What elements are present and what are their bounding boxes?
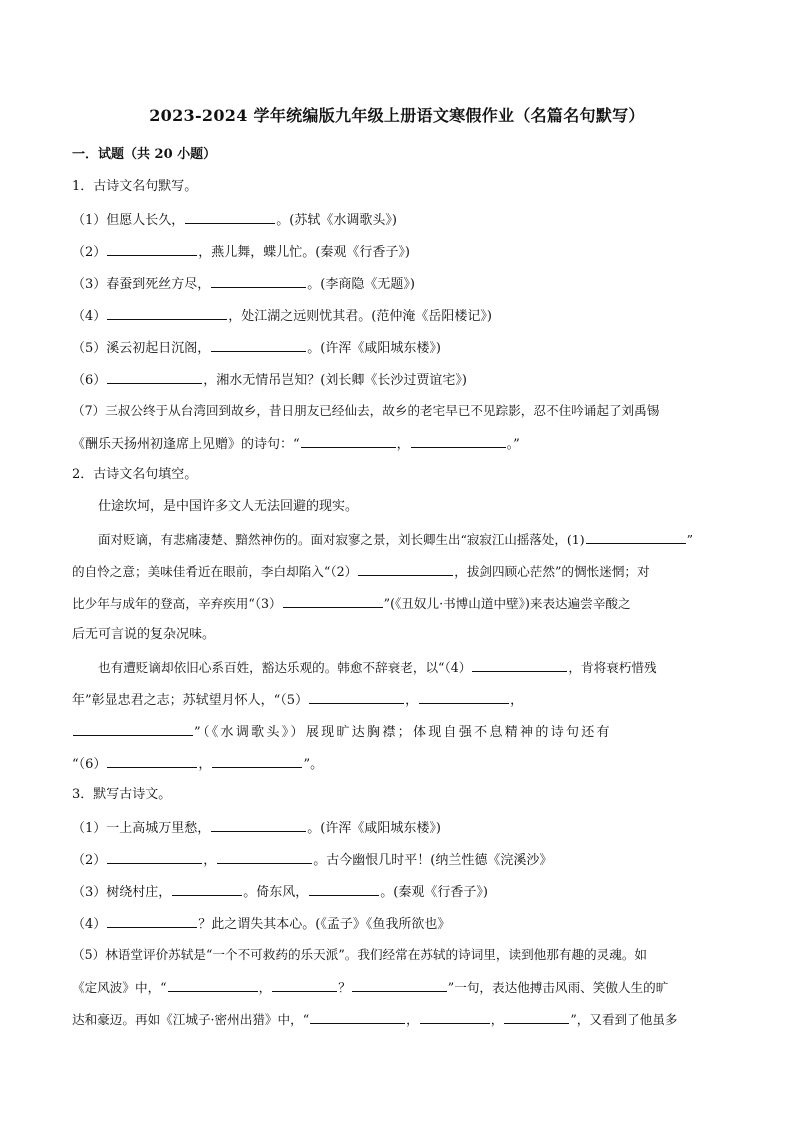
q2-paragraph-2-line-4: 后无可言说的复杂况味。 (72, 627, 216, 642)
answer-blank[interactable] (272, 977, 337, 992)
q2-paragraph-3-line-1: 也有遭贬谪却依旧心系百姓，豁达乐观的。韩愈不辞衰老，以“（4） ，肯将衰朽惜残 (98, 657, 724, 677)
answer-blank[interactable] (358, 561, 453, 576)
page-title: 2023-2024 学年统编版九年级上册语文寒假作业（名篇名句默写） (149, 106, 645, 125)
answer-blank[interactable] (73, 721, 193, 736)
q1-item-4: （4） ，处江湖之远则忧其君。(范仲淹《岳阳楼记》) (72, 305, 724, 325)
answer-blank[interactable] (107, 241, 197, 256)
answer-blank[interactable] (172, 881, 242, 896)
answer-blank[interactable] (107, 753, 197, 768)
answer-blank[interactable] (472, 657, 567, 672)
answer-blank[interactable] (352, 977, 447, 992)
q1-item-7-line-2: 《酬乐天扬州初逢席上见赠》的诗句：“ ， 。” (72, 433, 724, 453)
q2-paragraph-3-line-3: ”（《水调歌头》）展现旷达胸襟；体现自强不息精神的诗句还有 (72, 721, 724, 741)
q1-item-2: （2） ，燕儿舞，蝶儿忙。(秦观《行香子》) (72, 241, 724, 261)
q1-item-7-line-1: （7）三叔公终于从台湾回到故乡，昔日朋友已经仙去，故乡的老宅早已不见踪影，忍不住吟诵起了刘禹锡 (72, 403, 660, 418)
answer-blank[interactable] (419, 689, 509, 704)
q2-heading: 2．古诗文名句填空。 (72, 467, 198, 482)
answer-blank[interactable] (211, 817, 306, 832)
q3-item-5-line-2: 《定风波》中，“ ， ？ ”一句，表达他搏击风雨、笑傲人生的旷 (72, 977, 724, 997)
answer-blank[interactable] (107, 849, 202, 864)
q1-heading: 1．古诗文名句默写。 (72, 179, 198, 194)
answer-blank[interactable] (211, 273, 306, 288)
q3-heading: 3．默写古诗文。 (72, 787, 172, 802)
q2-paragraph-3-line-4: “（6） ， ”。 (72, 753, 724, 773)
q2-paragraph-2-line-2: 的自怜之意；美味佳肴近在眼前，李白却陷入“（2） ，拔剑四顾心茫然”的惆怅迷惘；对 (72, 561, 724, 581)
q3-item-5-line-1: （5）林语堂评价苏轼是“一个不可救药的乐天派”。我们经常在苏轼的诗词里，读到他那有趣的灵魂。如 (72, 947, 648, 962)
q3-item-5-line-3: 达和豪迈。再如《江城子·密州出猎》中，“ ， ， ”，又看到了他虽多 (72, 1009, 724, 1029)
q3-item-1: （1）一上高城万里愁， 。(许浑《咸阳城东楼》) (72, 817, 724, 837)
answer-blank[interactable] (301, 433, 396, 448)
answer-blank[interactable] (309, 881, 379, 896)
q1-item-5: （5）溪云初起日沉阁， 。(许浑《咸阳城东楼》) (72, 337, 724, 357)
answer-blank[interactable] (586, 529, 686, 544)
answer-blank[interactable] (212, 753, 302, 768)
answer-blank[interactable] (411, 433, 506, 448)
q1-item-3: （3）春蚕到死丝方尽， 。(李商隐《无题》) (72, 273, 724, 293)
q1-item-1: （1）但愿人长久， 。(苏轼《水调歌头》) (72, 209, 724, 229)
q2-paragraph-1: 仕途坎坷，是中国许多文人无法回避的现实。 (98, 499, 359, 514)
q3-item-4: （4） ？此之谓失其本心。(《孟子》《鱼我所欲也》 (72, 913, 724, 933)
answer-blank[interactable] (283, 593, 383, 608)
q2-paragraph-2-line-1: 面对贬谪，有悲痛凄楚、黯然神伤的。面对寂寥之景，刘长卿生出“寂寂江山摇落处，(1) ” (98, 529, 724, 549)
answer-blank[interactable] (309, 689, 404, 704)
answer-blank[interactable] (310, 1009, 405, 1024)
answer-blank[interactable] (107, 305, 227, 320)
answer-blank[interactable] (168, 977, 258, 992)
answer-blank[interactable] (217, 849, 312, 864)
answer-blank[interactable] (185, 209, 275, 224)
answer-blank[interactable] (420, 1009, 490, 1024)
answer-blank[interactable] (107, 913, 197, 928)
q3-item-3: （3）树绕村庄， 。倚东风， 。(秦观《行香子》) (72, 881, 724, 901)
q2-paragraph-2-line-3: 比少年与成年的登高，辛弃疾用“（3） ”(《丑奴儿·书博山道中壁》)来表达遍尝辛酸之 (72, 593, 724, 613)
answer-blank[interactable] (504, 1009, 569, 1024)
q3-item-2: （2） ， 。古今幽恨几时平！(纳兰性德《浣溪沙》 (72, 849, 724, 869)
answer-blank[interactable] (107, 369, 202, 384)
q1-item-6: （6） ，湘水无情吊岂知？(刘长卿《长沙过贾谊宅》) (72, 369, 724, 389)
q2-paragraph-3-line-2: 年”彰显忠君之志；苏轼望月怀人，“（5） ， ， (72, 689, 724, 709)
section-heading: 一．试题（共 20 小题） (72, 147, 217, 162)
answer-blank[interactable] (211, 337, 306, 352)
